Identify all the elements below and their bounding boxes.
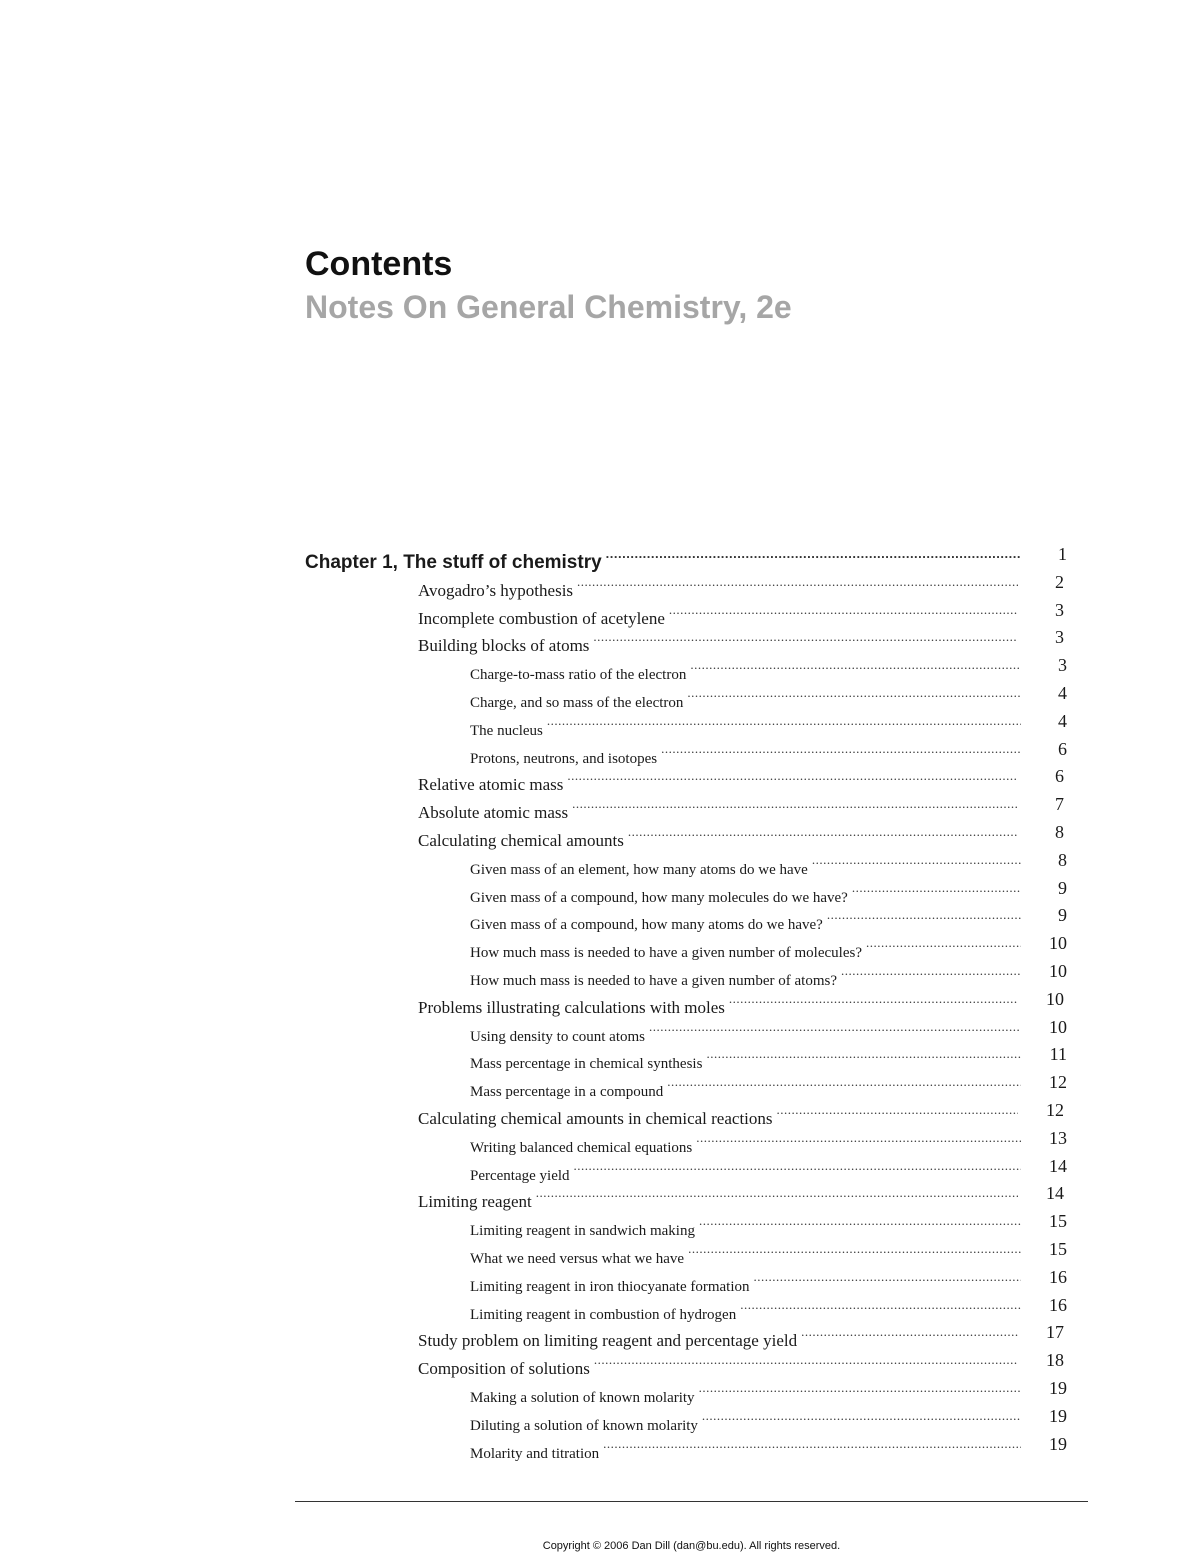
footer-divider (295, 1501, 1088, 1502)
dot-leader (690, 651, 1021, 679)
toc-entry-title: Absolute atomic mass (418, 803, 569, 823)
toc-page-number: 19 (1049, 1378, 1067, 1398)
toc-entry-title: Calculating chemical amounts in chemical reactions (418, 1109, 773, 1128)
toc-subsection-entry[interactable] (470, 1068, 1067, 1101)
toc-section-entry[interactable] (418, 1318, 1064, 1351)
dot-leader (572, 790, 1018, 818)
toc-page-number: 10 (1046, 988, 1064, 1009)
dot-leader (567, 762, 1018, 790)
toc-page-number: 15 (1049, 1239, 1067, 1259)
dot-leader (661, 735, 1021, 763)
toc-page-number: 16 (1049, 1294, 1067, 1315)
toc-subsection-entry[interactable] (470, 651, 1067, 684)
toc-section-entry[interactable] (418, 762, 1064, 795)
dot-leader (628, 818, 1018, 846)
toc-entry-title: Limiting reagent in sandwich making (470, 1223, 695, 1240)
toc-subsection-entry[interactable] (470, 1124, 1067, 1156)
dot-leader (706, 1040, 1021, 1068)
page-title: Contents (305, 245, 453, 283)
toc-subsection-entry[interactable] (470, 929, 1067, 962)
toc-entry-title: Given mass of an element, how many atoms do we have (470, 861, 808, 878)
toc-section-entry[interactable] (418, 985, 1064, 1017)
page-subtitle: Notes On General Chemistry, 2e (305, 289, 792, 325)
toc-entry-title: Calculating chemical amounts (418, 831, 624, 850)
toc-page-number: 1 (1058, 544, 1067, 564)
toc-section-entry[interactable] (418, 623, 1064, 656)
dot-leader (699, 1207, 1021, 1235)
toc-subsection-entry[interactable] (470, 1235, 1067, 1267)
dot-leader (688, 1235, 1021, 1263)
toc-subsection-entry[interactable] (470, 1013, 1067, 1045)
dot-leader (696, 1124, 1021, 1152)
toc-entry-title: Problems illustrating calculations with moles (418, 997, 725, 1017)
toc-page-number: 18 (1046, 1350, 1064, 1371)
toc-subsection-entry[interactable] (470, 1430, 1067, 1462)
toc-page-number: 3 (1055, 627, 1064, 648)
toc-entry-title: Avogadro’s hypothesis (418, 580, 574, 600)
toc-page-number: 11 (1049, 1044, 1067, 1065)
toc-page-number: 2 (1055, 571, 1064, 592)
dot-leader (801, 1318, 1018, 1346)
dot-leader (812, 846, 1021, 874)
toc-section-entry[interactable] (418, 568, 1064, 600)
dot-leader (649, 1013, 1021, 1041)
toc-page-number: 14 (1049, 1155, 1067, 1176)
dot-leader (827, 901, 1021, 929)
toc-chapter-entry[interactable] (305, 540, 1067, 573)
dot-leader (574, 1152, 1021, 1180)
toc-entry-title: Charge, and so mass of the electron (470, 695, 684, 711)
toc-subsection-entry[interactable] (470, 707, 1067, 739)
toc-entry-title: Limiting reagent (418, 1192, 532, 1212)
toc-section-entry[interactable] (418, 1346, 1064, 1379)
toc-entry-title: Molarity and titration (470, 1445, 600, 1462)
copyright-footer: Copyright © 2006 Dan Dill (dan@bu.edu). All rights reserved. (542, 1540, 841, 1552)
toc-entry-title: Relative atomic mass (418, 775, 564, 795)
toc-section-entry[interactable] (418, 596, 1064, 628)
toc-entry-title: Percentage yield (470, 1167, 570, 1184)
dot-leader (667, 1068, 1021, 1096)
dot-leader (699, 1374, 1021, 1402)
toc-subsection-entry[interactable] (470, 874, 1067, 906)
toc-entry-title: Limiting reagent in iron thiocyanate formation (470, 1278, 750, 1295)
toc-page-number: 9 (1058, 905, 1067, 926)
toc-entry-title: How much mass is needed to have a given number of molecules? (470, 945, 862, 962)
toc-subsection-entry[interactable] (470, 1207, 1067, 1240)
dot-leader (547, 707, 1021, 735)
toc-page-number: 9 (1058, 877, 1067, 898)
toc-page-number: 6 (1055, 766, 1064, 787)
toc-section-entry[interactable] (418, 790, 1064, 823)
toc-page-number: 4 (1058, 710, 1067, 731)
toc-entry-title: Charge-to-mass ratio of the electron (470, 667, 687, 684)
toc-entry-title: Building blocks of atoms (418, 636, 590, 656)
toc-subsection-entry[interactable] (470, 735, 1067, 767)
toc-page-number: 6 (1058, 738, 1067, 759)
toc-entry-title: Study problem on limiting reagent and percentage yield (418, 1331, 798, 1351)
toc-entry-title: Incomplete combustion of acetylene (418, 608, 665, 628)
dot-leader (536, 1179, 1018, 1207)
toc-entry-title: Mass percentage in chemical synthesis (470, 1056, 703, 1073)
toc-subsection-entry[interactable] (470, 1263, 1067, 1295)
toc-subsection-entry[interactable] (470, 1374, 1067, 1406)
dot-leader (593, 623, 1018, 651)
toc-subsection-entry[interactable] (470, 957, 1067, 989)
toc-page-number: 13 (1049, 1127, 1067, 1148)
dot-leader (702, 1402, 1021, 1430)
toc-page-number: 14 (1046, 1183, 1064, 1204)
toc-entry-title: Given mass of a compound, how many molecules do we have? (470, 889, 848, 906)
dot-leader (852, 874, 1021, 902)
toc-page-number: 4 (1058, 683, 1067, 703)
toc-entry-title: Protons, neutrons, and isotopes (470, 750, 658, 767)
toc-page-number: 10 (1049, 961, 1067, 981)
dot-leader (594, 1346, 1018, 1374)
dot-leader (729, 985, 1018, 1013)
toc-entry-title: The nucleus (470, 722, 543, 739)
toc-page-number: 12 (1046, 1100, 1064, 1120)
toc-section-entry[interactable] (418, 818, 1064, 850)
toc-page-number: 15 (1049, 1211, 1067, 1232)
toc-entry-title: Chapter 1, The stuff of chemistry (305, 552, 602, 573)
toc-page-number: 3 (1055, 599, 1064, 620)
toc-entry-title: Given mass of a compound, how many atoms do we have? (470, 917, 823, 934)
toc-page-number: 3 (1058, 655, 1067, 676)
toc-subsection-entry[interactable] (470, 1291, 1067, 1323)
dot-leader (841, 957, 1021, 985)
toc-subsection-entry[interactable] (470, 1040, 1067, 1073)
toc-subsection-entry[interactable] (470, 1402, 1067, 1434)
toc-subsection-entry[interactable] (470, 846, 1067, 878)
dot-leader (603, 1430, 1021, 1458)
toc-entry-title: What we need versus what we have (470, 1251, 685, 1267)
toc-page-number: 10 (1049, 933, 1067, 954)
dot-leader (866, 929, 1021, 957)
toc-page-number: 17 (1046, 1322, 1064, 1343)
dot-leader (577, 568, 1018, 596)
toc-entry-title: Using density to count atoms (470, 1028, 645, 1045)
toc-entry-title: Making a solution of known molarity (470, 1390, 695, 1406)
toc-entry-title: Composition of solutions (418, 1359, 590, 1379)
toc-section-entry[interactable] (418, 1096, 1064, 1128)
toc-page-number: 19 (1049, 1405, 1067, 1426)
toc-entry-title: Diluting a solution of known molarity (470, 1417, 698, 1434)
toc-page-number: 8 (1055, 822, 1064, 842)
toc-entry-title: Mass percentage in a compound (470, 1084, 664, 1101)
toc-subsection-entry[interactable] (470, 901, 1067, 934)
toc-page-number: 8 (1058, 849, 1067, 870)
toc-page-number: 7 (1055, 794, 1064, 815)
toc-entry-title: How much mass is needed to have a given number of atoms? (470, 973, 837, 989)
toc-subsection-entry[interactable] (470, 679, 1067, 711)
dot-leader (754, 1263, 1022, 1291)
dot-leader (687, 679, 1021, 707)
dot-leader (740, 1291, 1021, 1319)
toc-page-number: 16 (1049, 1266, 1067, 1287)
toc-page-number: 19 (1049, 1433, 1067, 1454)
dot-leader (777, 1096, 1018, 1124)
toc-entry-title: Writing balanced chemical equations (470, 1139, 693, 1156)
dot-leader (606, 540, 1021, 568)
toc-subsection-entry[interactable] (470, 1152, 1067, 1184)
toc-page-number: 10 (1049, 1016, 1067, 1037)
dot-leader (669, 596, 1018, 624)
toc-section-entry[interactable] (418, 1179, 1064, 1212)
toc-entry-title: Limiting reagent in combustion of hydrogen (470, 1306, 737, 1323)
toc-page-number: 12 (1049, 1072, 1067, 1093)
